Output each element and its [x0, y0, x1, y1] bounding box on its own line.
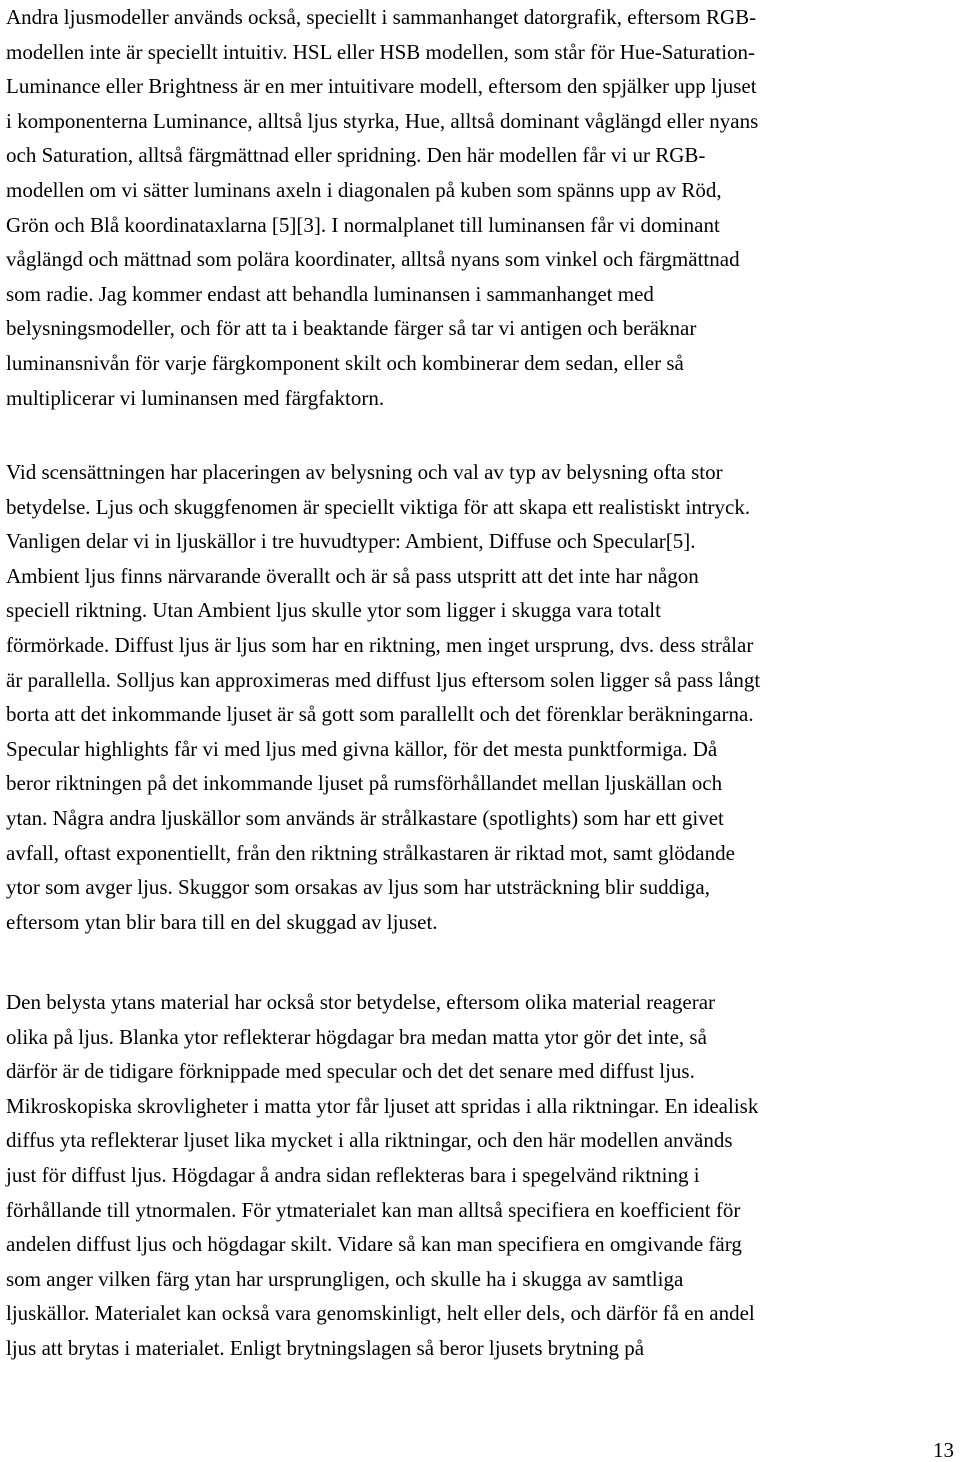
text-line: eftersom ytan blir bara till en del skuggad av ljuset.: [6, 909, 438, 934]
text-line: Specular highlights får vi med ljus med givna källor, för det mesta punktformiga. Då: [6, 736, 718, 761]
text-line: diffus yta reflekterar ljuset lika mycket i alla riktningar, och den här modellen används: [6, 1128, 733, 1153]
text-line: i komponenterna Luminance, alltså ljus styrka, Hue, alltså dominant våglängd eller nyans: [6, 108, 759, 133]
text-line: därför är de tidigare förknippade med specular och det det senare med diffust ljus.: [6, 1059, 695, 1084]
paragraph-color-models: [6, 0, 758, 415]
text-line: betydelse. Ljus och skuggfenomen är speciellt viktiga för att skapa ett realistiskt intryck.: [6, 494, 751, 519]
text-line: våglängd och mättnad som polära koordinater, alltså nyans som vinkel och färgmättnad: [6, 247, 740, 272]
text-line: Den belysta ytans material har också stor betydelse, eftersom olika material reagerar: [6, 990, 716, 1014]
text-line: modellen inte är speciellt intuitiv. HSL eller HSB modellen, som står för Hue-Saturation-: [6, 39, 756, 64]
text-line: olika på ljus. Blanka ytor reflekterar högdagar bra medan matta ytor gör det inte, så: [6, 1024, 707, 1049]
text-line: ytan. Några andra ljuskällor som används är strålkastare (spotlights) som har ett givet: [6, 805, 724, 830]
text-line: är parallella. Solljus kan approximeras med diffust ljus eftersom solen ligger så pass långt: [6, 667, 761, 692]
text-line: förhållande till ytnormalen. För ytmaterialet kan man alltså specifiera en koefficient för: [6, 1197, 741, 1222]
text-line: Grön och Blå koordinataxlarna [5][3]. I normalplanet till luminansen får vi dominant: [6, 212, 720, 237]
text-line: Vanligen delar vi in ljuskällor i tre huvudtyper: Ambient, Diffuse och Specular[5].: [6, 529, 696, 554]
text-line: beror riktningen på det inkommande ljuset på rumsförhållandet mellan ljuskällan och: [6, 771, 723, 796]
text-line: multiplicerar vi luminansen med färgfaktorn.: [6, 385, 385, 410]
text-line: som radie. Jag kommer endast att behandla luminansen i sammanhanget med: [6, 281, 654, 306]
text-line: och Saturation, alltså färgmättnad eller spridning. Den här modellen får vi ur RGB-: [6, 143, 706, 168]
text-line: avfall, oftast exponentiellt, från den riktning strålkastaren är riktad mot, samt glödande: [6, 840, 735, 865]
text-line: Vid scensättningen har placeringen av belysning och val av typ av belysning ofta stor: [6, 460, 723, 484]
text-line: luminansnivån för varje färgkomponent skilt och kombinerar dem sedan, eller så: [6, 350, 684, 375]
text-line: just för diffust ljus. Högdagar å andra sidan reflekteras bara i spegelvänd riktning i: [6, 1162, 700, 1187]
text-line: som anger vilken färg ytan har ursprungligen, och skulle ha i skugga av samtliga: [6, 1266, 684, 1291]
text-line: Ambient ljus finns närvarande överallt och är så pass utspritt att det inte har någon: [6, 563, 699, 588]
paragraph-surface-material: [6, 985, 758, 1366]
text-line: ljus att brytas i materialet. Enligt brytningslagen så beror ljusets brytning på: [6, 1335, 645, 1360]
text-line: ytor som avger ljus. Skuggor som orsakas av ljus som har utsträckning blir suddiga,: [6, 875, 711, 900]
text-line: Andra ljusmodeller används också, speciellt i sammanhanget datorgrafik, eftersom RGB-: [6, 5, 757, 29]
text-line: Mikroskopiska skrovligheter i matta ytor får ljuset att spridas i alla riktningar. En idealisk: [6, 1093, 759, 1118]
page-number: 13: [933, 1438, 954, 1462]
text-line: andelen diffust ljus och högdagar skilt. Vidare så kan man specifiera en omgivande färg: [6, 1232, 742, 1257]
text-line: borta att det inkommande ljuset är så gott som parallellt och det förenklar beräkningarna.: [6, 702, 754, 727]
paragraph-lighting-types: [6, 455, 760, 939]
text-line: modellen om vi sätter luminans axeln i diagonalen på kuben som spänns upp av Röd,: [6, 177, 722, 202]
text-line: förmörkade. Diffust ljus är ljus som har en riktning, men inget ursprung, dvs. dess strålar: [6, 632, 754, 657]
text-line: speciell riktning. Utan Ambient ljus skulle ytor som ligger i skugga vara totalt: [6, 598, 661, 623]
text-line: Luminance eller Brightness är en mer intuitivare modell, eftersom den spjälker upp ljuset: [6, 74, 757, 99]
text-line: belysningsmodeller, och för att ta i beaktande färger så tar vi antigen och beräknar: [6, 316, 697, 341]
text-line: ljuskällor. Materialet kan också vara genomskinligt, helt eller dels, och därför få en andel: [6, 1301, 755, 1326]
